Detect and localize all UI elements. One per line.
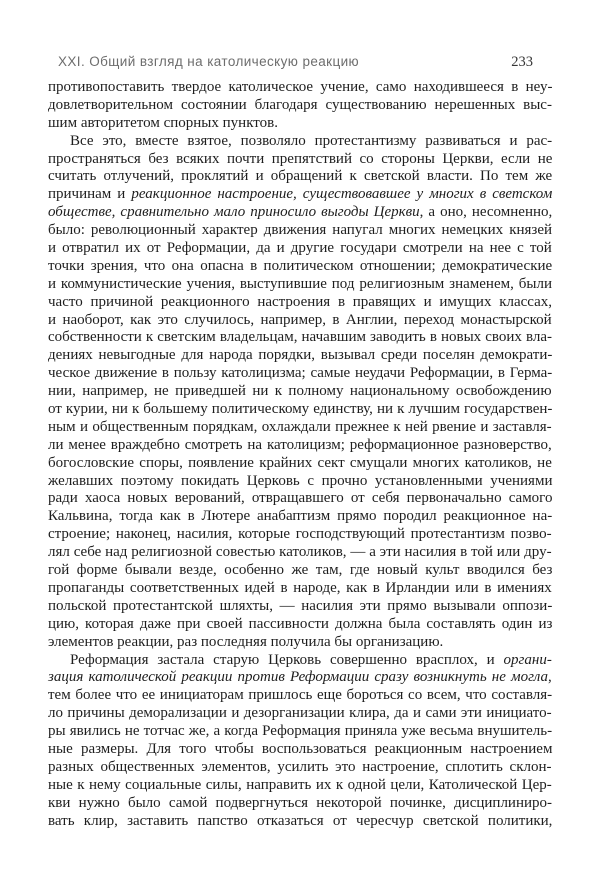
chapter-header-title: XXI. Общий взгляд на католическую реакцию xyxy=(58,54,360,69)
text-line: разных общественных элементов, усилить это настроение, сплотить склон- xyxy=(48,758,552,775)
text-line: богословские споры, появление крайних сект смущали многих католиков, не xyxy=(48,454,552,471)
text-line: ческое движение в пользу католицизма; самые неудачи Реформации, в Герма- xyxy=(48,365,553,382)
running-header xyxy=(48,54,552,71)
text-line: противопоставить твердое католическое учение, само находившееся в неу- xyxy=(48,79,553,95)
text-line: причинам и реакционное настроение, существовавшее у многих в светском xyxy=(48,186,553,203)
text-line: тем более что ее инициаторам пришлось еще бороться со всем, что составля- xyxy=(48,687,553,704)
text-line: дениях невыгодные для народа порядки, вызывал среди поселян демократи- xyxy=(48,347,553,364)
text-line: от курии, ни к большему политическому единству, ни к лучшим государствен- xyxy=(48,401,553,418)
text-line: гой форме бывали везде, особенно же там, где новый культ вводился без xyxy=(48,562,553,579)
text-line: шим авторитетом спорных пунктов. xyxy=(48,114,278,131)
text-line: точки зрения, что она опасна в политическом отношении; демократические xyxy=(48,257,553,274)
text-line: пространяться без всяких почти препятствий со стороны Церкви, если не xyxy=(48,150,553,167)
page-number: 233 xyxy=(511,54,533,70)
text-line: Реформация застала старую Церковь совершенно врасплох, и органи- xyxy=(70,651,552,668)
text-line: Кальвина, тогда как в Лютере анабаптизм прямо породил реакционное на- xyxy=(48,508,553,525)
text-line: считать отлучений, проклятий и обращений к светской власти. По тем же xyxy=(48,168,553,185)
text-line: вать клир, заставить папство отказаться от чересчур светской политики, xyxy=(48,812,553,829)
text-line: и наоборот, как это случилось, например, в Англии, переход монастырской xyxy=(48,311,552,328)
text-line: элементов реакции, раз последняя получила бы организацию. xyxy=(48,633,444,650)
text-line: ради хаоса новых верований, отвращавшего от себя первоначально самого xyxy=(48,490,553,507)
text-line: и отвратил их от Реформации, да и другие государи смотрели на нее с той xyxy=(48,240,552,257)
text-line: собственности к светским владельцам, начавшим заводить в новых своих вла- xyxy=(48,329,553,346)
text-line: обществе, сравнительно мало приносило выгоды Церкви, а оно, несомненно, xyxy=(48,204,553,221)
text-line: часто причиной реакционного настроения в правящих и имущих классах, xyxy=(48,293,553,310)
text-line: ры явились не тотчас же, а когда Реформация приняла уже весьма внушитель- xyxy=(48,723,553,740)
text-line: ло причины деморализации и дезорганизации клира, да и сами эти инициато- xyxy=(48,705,552,722)
text-line: желавших поэтому покидать Церковь с прочно установленными учениями xyxy=(48,472,553,489)
text-line: было: революционный характер движения напугал многих немецких князей xyxy=(48,222,553,239)
body-text-block xyxy=(48,79,552,830)
text-line: ные к нему социальные силы, направить их к одной цели, Католической Цер- xyxy=(48,776,552,793)
text-line: зация католической реакции против Реформации сразу возникнуть не могла, xyxy=(48,669,552,686)
text-line: нии, например, не приведшей ни к полному национальному освобождению xyxy=(48,383,552,400)
text-line: довлетворительном состоянии благодаря существованию нерешенных выс- xyxy=(48,96,552,113)
text-line: Все это, вместе взятое, позволяло протестантизму развиваться и рас- xyxy=(70,132,553,149)
text-line: и коммунистические учения, выступившие под религиозным знаменем, были xyxy=(48,275,552,292)
text-line: лял себе над религиозной совестью католиков, — а эти насилия в той или дру- xyxy=(48,544,552,561)
text-line: ным и общественным порядкам, охлаждали прежнее к ней рвение и заставля- xyxy=(48,418,552,435)
text-line: ли менее враждебно смотреть на католицизм; реформационное разноверство, xyxy=(48,436,552,453)
text-line: кви нужно было самой подвергнуться некоторой починке, дисциплиниро- xyxy=(48,794,553,811)
text-line: польской протестантской шляхты, — насилия эти прямо вызывали оппози- xyxy=(48,597,553,614)
text-line: ные размеры. Для того чтобы воспользоваться реакционным настроением xyxy=(48,740,553,757)
text-line: пропаганды соответственных идей в народе, как в Ирландии или в имениях xyxy=(48,579,552,596)
text-line: цию, которая даже при своей пассивности должна была составлять один из xyxy=(48,615,553,632)
text-line: строение; наконец, насилия, которые господствующий протестантизм позво- xyxy=(48,526,552,543)
